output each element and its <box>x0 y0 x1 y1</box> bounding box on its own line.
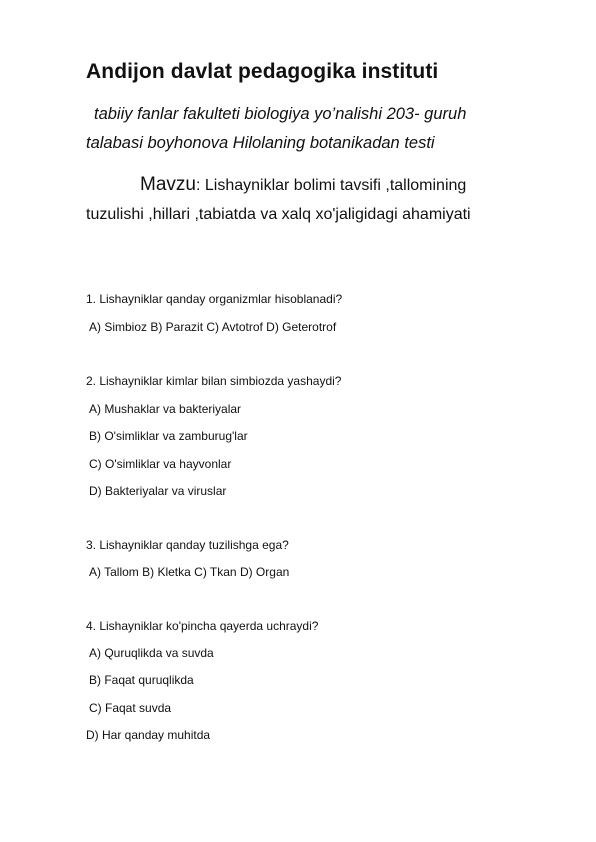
question-4-option-d: D) Har qanday muhitda <box>86 728 211 742</box>
subtitle-line-1: tabiiy fanlar fakulteti biologiya yo’nalishi 203- guruh <box>94 105 467 123</box>
subtitle-line-2: talabasi boyhonova Hilolaning botanikadan testi <box>86 134 435 152</box>
question-2-option-d: D) Bakteriyalar va viruslar <box>89 484 227 498</box>
topic-line-1-text: : Lishayniklar bolimi tavsifi ,tallomining <box>195 177 467 194</box>
question-3: 3. Lishayniklar qanday tuzilishga ega? <box>86 538 289 552</box>
question-2-option-c: C) O'simliklar va hayvonlar <box>89 457 232 471</box>
question-1-options: A) Simbioz B) Parazit C) Avtotrof D) Geterotrof <box>89 320 337 334</box>
question-2: 2. Lishayniklar kimlar bilan simbiozda yashaydi? <box>86 374 342 388</box>
topic-line-2: tuzulishi ,hillari ,tabiatda va xalq xo'jaligidagi ahamiyati <box>86 206 471 223</box>
question-2-option-a: A) Mushaklar va bakteriyalar <box>89 402 242 416</box>
question-4-option-b: B) Faqat quruqlikda <box>89 673 194 687</box>
question-4-option-a: A) Quruqlikda va suvda <box>89 646 214 660</box>
question-3-options: A) Tallom B) Kletka C) Tkan D) Organ <box>89 565 290 579</box>
question-4: 4. Lishayniklar ko'pincha qayerda uchraydi? <box>86 619 319 633</box>
student-subtitle <box>86 100 556 158</box>
topic-label: Mavzu <box>140 174 196 195</box>
question-4-option-c: C) Faqat suvda <box>89 701 172 715</box>
institute-title: Andijon davlat pedagogika instituti <box>86 60 439 83</box>
topic-line-1 <box>86 170 556 200</box>
question-1: 1. Lishayniklar qanday organizmlar hisoblanadi? <box>86 292 343 306</box>
question-2-option-b: B) O'simliklar va zamburug'lar <box>89 429 248 443</box>
topic-heading <box>86 170 556 229</box>
